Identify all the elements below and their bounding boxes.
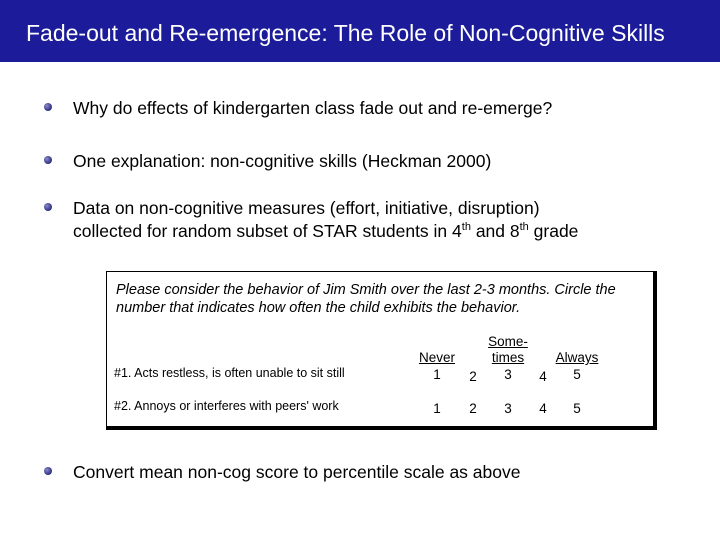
scale-anchor-never: Never: [418, 350, 455, 365]
bullet-text: Convert mean non-cog score to percentile scale as above: [73, 462, 521, 482]
scale-option[interactable]: 2: [469, 369, 477, 384]
scale-option[interactable]: 1: [433, 367, 441, 382]
scale-anchor-sometimes: Some- times: [488, 334, 528, 365]
scale-option[interactable]: 1: [433, 401, 441, 416]
bullet-text: Why do effects of kindergarten class fade out and re-emerge?: [73, 98, 553, 118]
bullet-text: [73, 197, 673, 243]
survey-instructions: Please consider the behavior of Jim Smith over the last 2-3 months. Circle the number that indicates how often the child exhibits the behavior.: [116, 282, 616, 316]
bullet-line: and 8: [470, 221, 520, 241]
scale-option[interactable]: 5: [573, 367, 581, 382]
survey-item-label: #2. Annoys or interferes with peers' work: [114, 399, 339, 413]
ordinal-suffix: th: [461, 221, 471, 234]
ordinal-suffix: th: [519, 221, 529, 234]
scale-option[interactable]: 3: [504, 367, 512, 382]
bullet-icon: [44, 156, 52, 164]
scale-anchor-always: Always: [555, 350, 599, 365]
bullet-icon: [44, 203, 52, 211]
bullet-text: One explanation: non-cognitive skills (Heckman 2000): [73, 151, 492, 171]
scale-option[interactable]: 4: [539, 369, 547, 384]
bullet-line: Data on non-cognitive measures (effort, initiative, disruption): [73, 198, 540, 218]
bullet-icon: [44, 103, 52, 111]
scale-option[interactable]: 4: [539, 401, 547, 416]
scale-option[interactable]: 2: [469, 401, 477, 416]
survey-item-label: #1. Acts restless, is often unable to sit still: [114, 366, 345, 380]
scale-option[interactable]: 3: [504, 401, 512, 416]
survey-box: [106, 271, 657, 430]
bullet-line: collected for random subset of STAR students in 4: [73, 221, 462, 241]
title-bar: [0, 0, 720, 62]
scale-option[interactable]: 5: [573, 401, 581, 416]
bullet-line: grade: [528, 221, 579, 241]
slide-title: Fade-out and Re-emergence: The Role of Non-Cognitive Skills: [26, 20, 665, 46]
bullet-icon: [44, 467, 52, 475]
